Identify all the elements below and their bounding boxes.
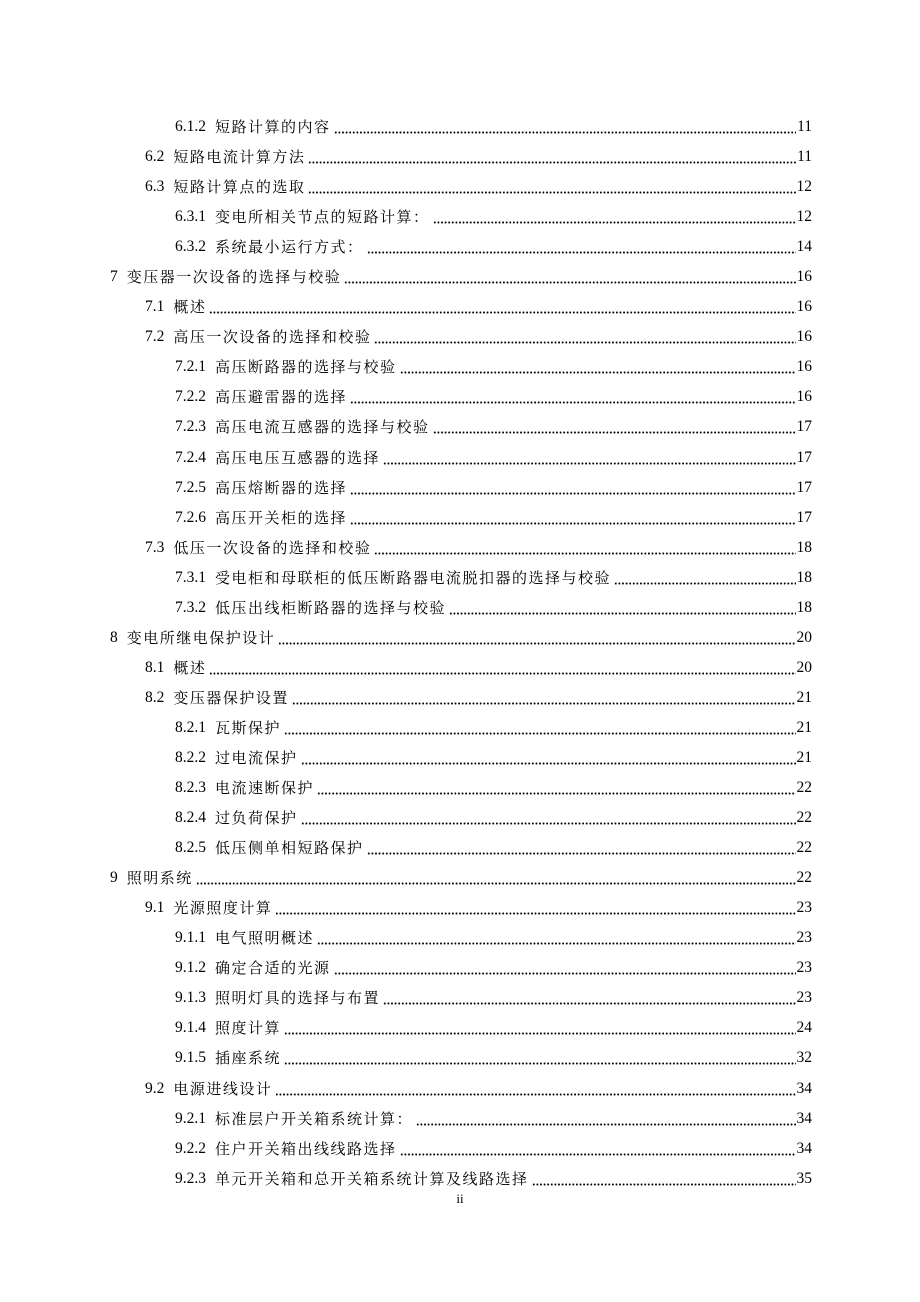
toc-entry-title: 短路计算点的选取	[173, 178, 306, 197]
toc-entry-number: 7.2.6	[175, 508, 206, 526]
toc-entry-title: 高压断路器的选择与校验	[215, 358, 397, 377]
toc-entry-number: 7.3.1	[175, 568, 206, 586]
toc-entry-page: 20	[796, 628, 812, 646]
toc-entry-title: 变电所相关节点的短路计算：	[215, 208, 430, 227]
toc-entry-number: 6.3	[145, 178, 165, 196]
toc-entry-page: 12	[796, 208, 812, 226]
toc-entry-page: 18	[796, 598, 812, 616]
toc-entry[interactable]	[0, 593, 920, 623]
toc-entry-title: 短路电流计算方法	[173, 148, 306, 167]
toc-entry[interactable]	[0, 983, 920, 1013]
toc-entry-number: 7.2.3	[175, 418, 206, 436]
dot-leader	[367, 238, 796, 256]
toc-entry-title: 短路计算的内容	[215, 118, 331, 137]
dot-leader	[344, 268, 795, 286]
toc-entry-number: 9.2.3	[175, 1169, 206, 1187]
dot-leader	[317, 929, 795, 947]
dot-leader	[278, 629, 795, 647]
toc-entry-title: 光源照度计算	[173, 899, 273, 918]
toc-entry-title: 高压开关柜的选择	[215, 508, 348, 527]
toc-entry-number: 9.2.2	[175, 1139, 206, 1157]
table-of-contents	[0, 112, 920, 1194]
toc-entry-number: 8.1	[145, 658, 165, 676]
toc-entry[interactable]	[0, 262, 920, 292]
dot-leader	[334, 959, 796, 977]
toc-entry-title: 单元开关箱和总开关箱系统计算及线路选择	[215, 1169, 529, 1188]
toc-entry[interactable]	[0, 112, 920, 142]
toc-entry-number: 9.1	[145, 899, 165, 917]
toc-entry-page: 16	[796, 268, 812, 286]
toc-entry[interactable]	[0, 443, 920, 473]
toc-entry-page: 18	[796, 538, 812, 556]
toc-entry-page: 17	[796, 478, 812, 496]
toc-entry-title: 照度计算	[215, 1019, 282, 1038]
toc-entry-title: 高压电压互感器的选择	[215, 448, 381, 467]
toc-entry[interactable]	[0, 412, 920, 442]
toc-entry[interactable]	[0, 382, 920, 412]
toc-entry-page: 22	[796, 869, 812, 887]
toc-entry-title: 低压一次设备的选择和校验	[173, 538, 372, 557]
dot-leader	[374, 539, 795, 557]
toc-entry-page: 21	[796, 688, 812, 706]
toc-entry-page: 34	[796, 1109, 812, 1127]
toc-entry-title: 住户开关箱出线线路选择	[215, 1139, 397, 1158]
toc-entry[interactable]	[0, 503, 920, 533]
dot-leader	[284, 1019, 795, 1037]
toc-entry-page: 23	[796, 959, 812, 977]
toc-entry-page: 32	[796, 1049, 812, 1067]
dot-leader	[292, 689, 796, 707]
dot-leader	[275, 899, 795, 917]
toc-entry-title: 高压熔断器的选择	[215, 478, 348, 497]
toc-entry[interactable]	[0, 473, 920, 503]
toc-entry-number: 8.2.1	[175, 718, 206, 736]
toc-entry-number: 8.2.2	[175, 749, 206, 766]
toc-entry-number: 7.3.2	[175, 598, 206, 616]
toc-entry-number: 6.1.2	[175, 118, 206, 136]
dot-leader	[383, 989, 795, 1007]
toc-entry-number: 7.2.2	[175, 388, 206, 406]
toc-entry[interactable]	[0, 743, 920, 773]
toc-entry-page: 21	[796, 749, 812, 766]
toc-entry[interactable]	[0, 1134, 920, 1164]
dot-leader	[400, 358, 796, 376]
toc-entry-page: 22	[796, 839, 812, 857]
dot-leader	[416, 1110, 795, 1128]
toc-entry[interactable]	[0, 292, 920, 322]
toc-entry-title: 插座系统	[215, 1049, 282, 1068]
toc-entry-page: 22	[796, 809, 812, 827]
toc-entry[interactable]	[0, 893, 920, 923]
toc-entry-page: 23	[796, 989, 812, 1007]
toc-entry-page: 20	[796, 658, 812, 676]
toc-entry-page: 14	[796, 238, 812, 256]
dot-leader	[317, 779, 795, 797]
toc-entry-number: 9.1.5	[175, 1049, 206, 1067]
toc-entry-title: 低压侧单相短路保护	[215, 839, 364, 858]
toc-entry-number: 7	[110, 268, 118, 286]
toc-entry[interactable]	[0, 683, 920, 713]
toc-entry-number: 6.3.2	[175, 238, 206, 256]
toc-entry-page: 23	[796, 929, 812, 947]
toc-entry[interactable]	[0, 142, 920, 172]
toc-entry[interactable]	[0, 1043, 920, 1073]
toc-entry-number: 7.2.5	[175, 478, 206, 496]
toc-entry-title: 高压避雷器的选择	[215, 388, 348, 407]
toc-entry-page: 11	[797, 118, 812, 136]
dot-leader	[532, 1170, 796, 1188]
toc-entry-number: 9.2.1	[175, 1109, 206, 1127]
toc-entry-page: 16	[796, 328, 812, 346]
toc-entry-title: 受电柜和母联柜的低压断路器电流脱扣器的选择与校验	[215, 568, 612, 587]
toc-entry-number: 6.3.1	[175, 208, 206, 226]
toc-entry-number: 8.2.4	[175, 809, 206, 827]
dot-leader	[350, 388, 795, 406]
dot-leader	[301, 809, 796, 827]
toc-entry[interactable]	[0, 563, 920, 593]
toc-entry[interactable]	[0, 1074, 920, 1104]
toc-entry[interactable]	[0, 803, 920, 833]
toc-entry-title: 低压出线柜断路器的选择与校验	[215, 598, 447, 617]
toc-entry-number: 9	[110, 869, 118, 887]
toc-entry-number: 8.2	[145, 688, 165, 706]
toc-entry-number: 7.1	[145, 298, 165, 316]
toc-entry-title: 概述	[173, 658, 207, 677]
toc-entry-number: 7.2	[145, 328, 165, 346]
toc-entry-page: 16	[796, 298, 812, 316]
toc-entry[interactable]	[0, 1164, 920, 1194]
toc-entry-page: 34	[796, 1139, 812, 1157]
toc-entry[interactable]	[0, 172, 920, 202]
dot-leader	[400, 1140, 796, 1158]
toc-entry[interactable]	[0, 202, 920, 232]
toc-entry-number: 7.2.4	[175, 448, 206, 466]
toc-entry[interactable]	[0, 623, 920, 653]
toc-entry-page: 21	[796, 718, 812, 736]
toc-entry[interactable]	[0, 322, 920, 352]
toc-entry-page: 22	[796, 779, 812, 797]
toc-entry-page: 23	[796, 899, 812, 917]
toc-entry[interactable]	[0, 1013, 920, 1043]
toc-entry-title: 确定合适的光源	[215, 959, 331, 978]
dot-leader	[449, 599, 795, 617]
page-number: ii	[456, 1191, 464, 1206]
toc-entry[interactable]	[0, 533, 920, 563]
toc-entry-title: 过电流保护	[215, 749, 298, 767]
toc-entry-title: 电源进线设计	[173, 1079, 273, 1098]
toc-entry-page: 17	[796, 418, 812, 436]
toc-entry-page: 35	[796, 1169, 812, 1187]
dot-leader	[374, 328, 795, 346]
toc-entry-page: 34	[796, 1079, 812, 1097]
toc-entry-page: 17	[796, 508, 812, 526]
toc-entry-number: 7.3	[145, 538, 165, 556]
toc-entry-title: 变电所继电保护设计	[126, 628, 276, 647]
toc-entry-number: 8.2.5	[175, 839, 206, 857]
dot-leader	[284, 1049, 795, 1067]
toc-entry-page: 17	[796, 448, 812, 466]
toc-entry-page: 16	[796, 388, 812, 406]
toc-entry-title: 系统最小运行方式：	[215, 238, 364, 257]
toc-entry-page: 11	[797, 148, 812, 166]
toc-entry[interactable]	[0, 833, 920, 863]
dot-leader	[209, 298, 795, 316]
toc-entry-title: 标准层户开关箱系统计算：	[215, 1109, 414, 1128]
dot-leader	[275, 1080, 795, 1098]
toc-entry-number: 9.1.4	[175, 1019, 206, 1037]
toc-entry[interactable]	[0, 1104, 920, 1134]
toc-entry-page: 16	[796, 358, 812, 376]
dot-leader	[350, 509, 795, 527]
toc-entry[interactable]	[0, 352, 920, 382]
toc-entry-page: 24	[796, 1019, 812, 1037]
toc-entry[interactable]	[0, 923, 920, 953]
toc-entry-title: 电流速断保护	[215, 779, 315, 798]
toc-entry-number: 9.2	[145, 1079, 165, 1097]
toc-entry-title: 瓦斯保护	[215, 718, 282, 737]
toc-entry-number: 9.1.2	[175, 959, 206, 977]
toc-entry-title: 概述	[173, 298, 207, 317]
dot-leader	[334, 118, 797, 136]
toc-entry-number: 9.1.3	[175, 989, 206, 1007]
dot-leader	[614, 569, 795, 587]
toc-entry-title: 变压器保护设置	[173, 688, 289, 707]
toc-entry-title: 过负荷保护	[215, 809, 298, 828]
toc-entry-number: 7.2.1	[175, 358, 206, 376]
dot-leader	[433, 418, 796, 436]
toc-entry-title: 变压器一次设备的选择与校验	[126, 268, 342, 287]
toc-entry[interactable]	[0, 953, 920, 983]
toc-entry-page: 18	[796, 568, 812, 586]
toc-entry-page: 12	[796, 178, 812, 196]
toc-entry-number: 8.2.3	[175, 779, 206, 797]
dot-leader	[433, 208, 796, 226]
toc-entry[interactable]	[0, 713, 920, 743]
dot-leader	[383, 449, 795, 467]
toc-entry-title: 高压电流互感器的选择与校验	[215, 418, 430, 437]
dot-leader	[196, 869, 796, 887]
dot-leader	[308, 178, 795, 196]
toc-entry-number: 6.2	[145, 148, 165, 166]
toc-entry[interactable]	[0, 232, 920, 262]
toc-entry[interactable]	[0, 773, 920, 803]
toc-entry-number: 8	[110, 628, 118, 646]
dot-leader	[284, 719, 795, 737]
dot-leader	[350, 479, 795, 497]
dot-leader	[308, 148, 796, 166]
dot-leader	[367, 839, 796, 857]
toc-entry-title: 照明系统	[126, 869, 193, 888]
toc-entry-title: 照明灯具的选择与布置	[215, 989, 381, 1008]
dot-leader	[209, 659, 795, 677]
toc-entry-title: 电气照明概述	[215, 929, 315, 948]
toc-entry-title: 高压一次设备的选择和校验	[173, 328, 372, 347]
dot-leader	[301, 749, 796, 767]
toc-entry[interactable]	[0, 863, 920, 893]
toc-entry-number: 9.1.1	[175, 929, 206, 947]
toc-entry[interactable]	[0, 653, 920, 683]
